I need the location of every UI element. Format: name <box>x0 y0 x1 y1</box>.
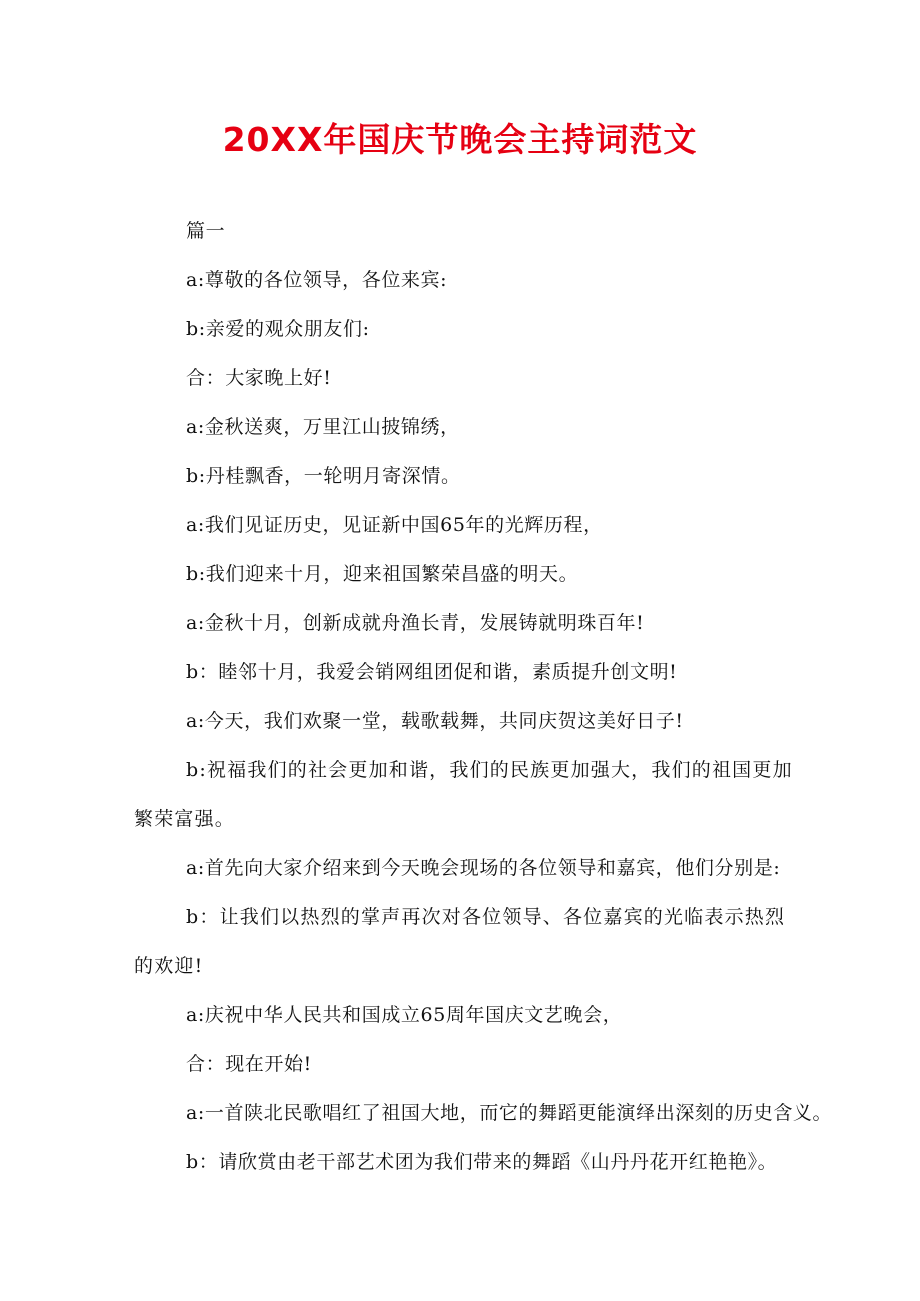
paragraph: b：睦邻十月，我爱会销网组团促和谐，素质提升创文明! <box>186 661 678 683</box>
paragraph: a:首先向大家介绍来到今天晚会现场的各位领导和嘉宾，他们分别是: <box>186 857 781 879</box>
paragraph: b：请欣赏由老干部艺术团为我们带来的舞蹈《山丹丹花开红艳艳》。 <box>186 1151 778 1173</box>
paragraph: b:丹桂飘香，一轮明月寄深情。 <box>186 465 461 487</box>
paragraph: a:今天，我们欢聚一堂，载歌载舞，共同庆贺这美好日子! <box>186 710 684 732</box>
paragraph: 合：现在开始! <box>186 1053 312 1075</box>
paragraph: a:金秋送爽，万里江山披锦绣， <box>186 416 460 438</box>
paragraph: 合：大家晚上好! <box>186 367 332 389</box>
paragraph: a:一首陕北民歌唱红了祖国大地，而它的舞蹈更能演绎出深刻的历史含义。 <box>186 1102 833 1124</box>
paragraph: a:我们见证历史，见证新中国65年的光辉历程， <box>186 514 603 536</box>
paragraph: b:祝福我们的社会更加和谐，我们的民族更加强大，我们的祖国更加繁荣富强。 <box>134 759 793 830</box>
paragraph: b:我们迎来十月，迎来祖国繁荣昌盛的明天。 <box>186 563 579 585</box>
paragraph: b:亲爱的观众朋友们: <box>186 318 370 340</box>
section-heading: 篇一 <box>186 220 226 242</box>
paragraph: a:庆祝中华人民共和国成立65周年国庆文艺晚会， <box>186 1004 623 1026</box>
paragraph: a:金秋十月，创新成就舟渔长青，发展铸就明珠百年! <box>186 612 645 634</box>
document-title: 20XX年国庆节晚会主持词范文 <box>222 120 698 159</box>
paragraph: b：让我们以热烈的掌声再次对各位领导、各位嘉宾的光临表示热烈的欢迎! <box>134 906 786 977</box>
paragraph: a:尊敬的各位领导，各位来宾: <box>186 269 448 291</box>
